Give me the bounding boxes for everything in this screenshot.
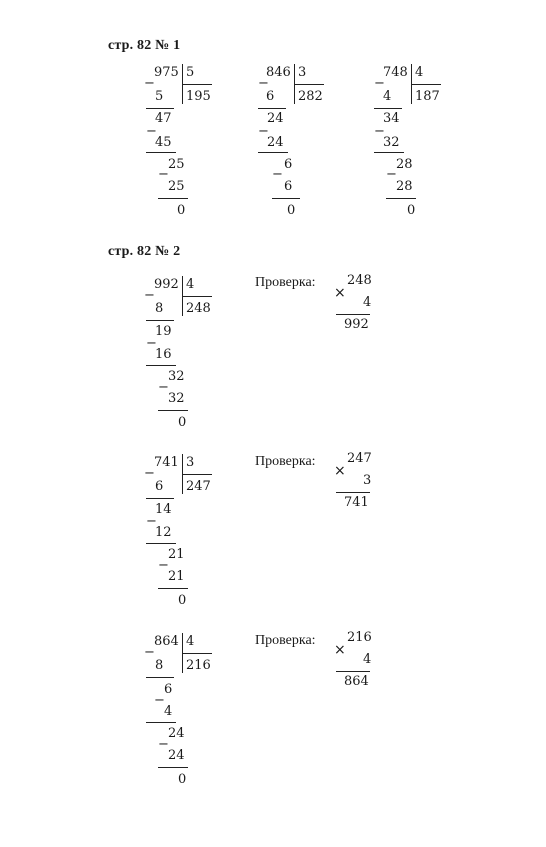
step-subtrahend: 25 <box>168 179 185 194</box>
divisor-underline <box>182 84 212 85</box>
step-line <box>386 198 416 199</box>
step-subtrahend: 8 <box>155 658 164 673</box>
step-line <box>374 108 402 109</box>
step-line <box>146 365 176 366</box>
divisor: 3 <box>186 455 195 470</box>
step-remainder: 6 <box>164 682 173 697</box>
step-subtrahend: 4 <box>164 704 173 719</box>
step-remainder: 24 <box>168 726 185 741</box>
quotient: 248 <box>186 301 211 316</box>
divisor: 5 <box>186 65 195 80</box>
dividend: 741 <box>154 455 179 470</box>
divisor-underline <box>182 653 212 654</box>
step-subtrahend: 4 <box>383 89 392 104</box>
step-subtrahend: 8 <box>155 301 164 316</box>
minus-sign: − <box>146 514 157 529</box>
minus-sign: − <box>374 76 385 91</box>
minus-sign: − <box>144 288 155 303</box>
check-factor-1: 247 <box>347 451 372 466</box>
step-line <box>146 152 176 153</box>
step-line <box>158 410 188 411</box>
step-remainder: 21 <box>168 547 185 562</box>
check-label: Проверка: <box>255 633 316 648</box>
multiply-sign: × <box>334 285 346 301</box>
final-remainder: 0 <box>178 772 187 787</box>
check-factor-2: 3 <box>363 473 372 488</box>
step-subtrahend: 24 <box>267 135 284 150</box>
step-subtrahend: 5 <box>155 89 164 104</box>
divisor: 4 <box>186 277 195 292</box>
minus-sign: − <box>158 380 169 395</box>
step-line <box>374 152 404 153</box>
step-line <box>146 543 176 544</box>
step-subtrahend: 24 <box>168 748 185 763</box>
check-factor-2: 4 <box>363 652 372 667</box>
step-subtrahend: 21 <box>168 569 185 584</box>
quotient: 195 <box>186 89 211 104</box>
dividend: 846 <box>266 65 291 80</box>
check-line <box>336 492 370 493</box>
quotient: 247 <box>186 479 211 494</box>
minus-sign: − <box>374 124 385 139</box>
final-remainder: 0 <box>178 593 187 608</box>
check-factor-1: 248 <box>347 273 372 288</box>
divisor-underline <box>294 84 324 85</box>
minus-sign: − <box>158 737 169 752</box>
step-line <box>146 722 176 723</box>
step-remainder: 47 <box>155 111 172 126</box>
step-remainder: 25 <box>168 157 185 172</box>
step-subtrahend: 6 <box>155 479 164 494</box>
minus-sign: − <box>154 693 165 708</box>
step-remainder: 14 <box>155 502 172 517</box>
check-line <box>336 314 370 315</box>
step-subtrahend: 12 <box>155 525 172 540</box>
step-line <box>146 677 174 678</box>
step-subtrahend: 6 <box>284 179 293 194</box>
minus-sign: − <box>386 167 397 182</box>
step-line <box>258 108 286 109</box>
step-line <box>258 152 288 153</box>
divisor: 4 <box>415 65 424 80</box>
divisor: 4 <box>186 634 195 649</box>
section-1-heading: стр. 82 № 1 <box>108 38 181 53</box>
divisor: 3 <box>298 65 307 80</box>
step-remainder: 19 <box>155 324 172 339</box>
quotient: 187 <box>415 89 440 104</box>
minus-sign: − <box>258 76 269 91</box>
divisor-underline <box>182 474 212 475</box>
check-label: Проверка: <box>255 454 316 469</box>
divisor-underline <box>182 296 212 297</box>
dividend: 864 <box>154 634 179 649</box>
step-subtrahend: 45 <box>155 135 172 150</box>
step-remainder: 24 <box>267 111 284 126</box>
step-subtrahend: 6 <box>266 89 275 104</box>
step-line <box>158 767 188 768</box>
quotient: 282 <box>298 89 323 104</box>
minus-sign: − <box>146 336 157 351</box>
step-line <box>146 498 174 499</box>
check-line <box>336 671 370 672</box>
step-line <box>272 198 300 199</box>
step-remainder: 28 <box>396 157 413 172</box>
multiply-sign: × <box>334 463 346 479</box>
step-line <box>146 108 174 109</box>
minus-sign: − <box>146 124 157 139</box>
step-line <box>158 588 188 589</box>
multiply-sign: × <box>334 642 346 658</box>
final-remainder: 0 <box>287 203 296 218</box>
step-line <box>146 320 174 321</box>
step-remainder: 34 <box>383 111 400 126</box>
dividend: 975 <box>154 65 179 80</box>
minus-sign: − <box>272 167 283 182</box>
step-subtrahend: 16 <box>155 347 172 362</box>
check-label: Проверка: <box>255 275 316 290</box>
final-remainder: 0 <box>177 203 186 218</box>
step-subtrahend: 32 <box>383 135 400 150</box>
step-remainder: 32 <box>168 369 185 384</box>
minus-sign: − <box>158 167 169 182</box>
check-product: 864 <box>344 674 369 689</box>
check-factor-2: 4 <box>363 295 372 310</box>
step-subtrahend: 28 <box>396 179 413 194</box>
step-subtrahend: 32 <box>168 391 185 406</box>
check-product: 741 <box>344 495 369 510</box>
step-line <box>158 198 188 199</box>
check-product: 992 <box>344 317 369 332</box>
check-factor-1: 216 <box>347 630 372 645</box>
quotient: 216 <box>186 658 211 673</box>
section-2-heading: стр. 82 № 2 <box>108 244 181 259</box>
dividend: 748 <box>383 65 408 80</box>
minus-sign: − <box>158 558 169 573</box>
step-remainder: 6 <box>284 157 293 172</box>
minus-sign: − <box>144 76 155 91</box>
minus-sign: − <box>144 645 155 660</box>
divisor-underline <box>411 84 441 85</box>
final-remainder: 0 <box>407 203 416 218</box>
dividend: 992 <box>154 277 179 292</box>
final-remainder: 0 <box>178 415 187 430</box>
minus-sign: − <box>258 124 269 139</box>
minus-sign: − <box>144 466 155 481</box>
